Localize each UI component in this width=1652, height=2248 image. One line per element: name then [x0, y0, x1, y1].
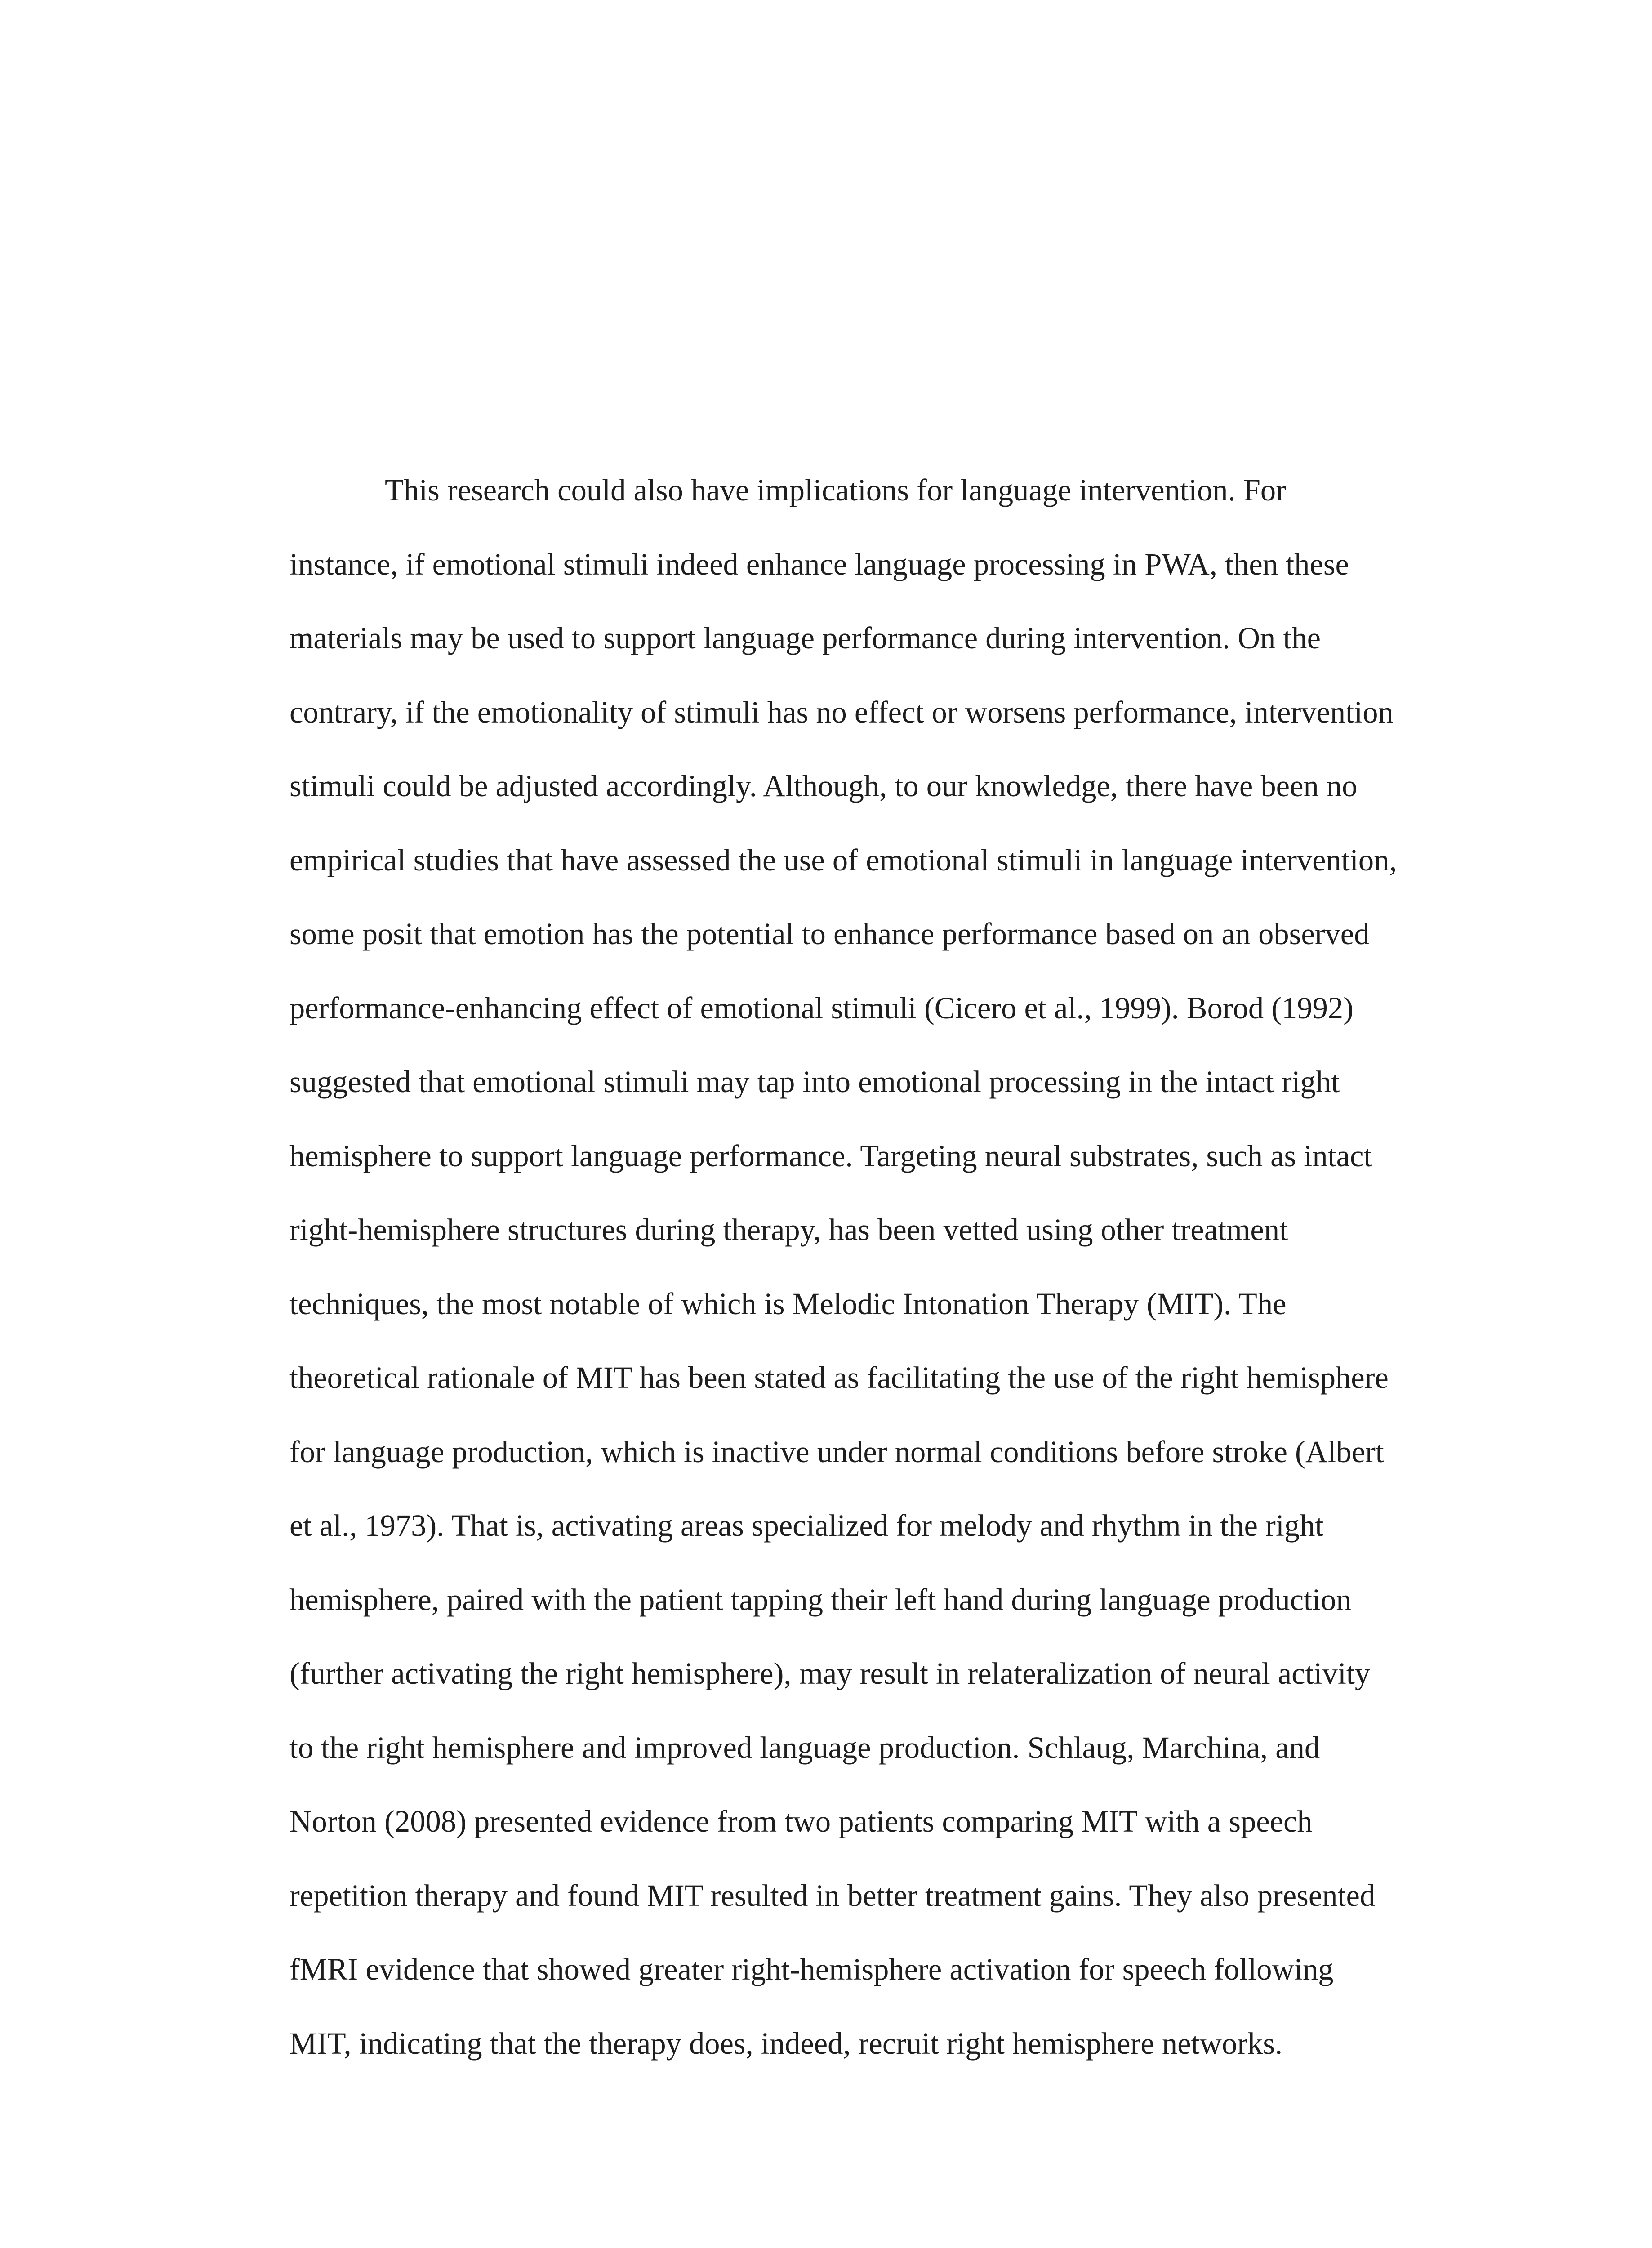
paragraph-line: This research could also have implications for language intervention. For	[385, 473, 1286, 507]
paragraph-line: stimuli could be adjusted accordingly. Although, to our knowledge, there have been no	[289, 769, 1358, 803]
paragraph-line: suggested that emotional stimuli may tap into emotional processing in the intact right	[289, 1065, 1340, 1099]
paragraph-line: techniques, the most notable of which is Melodic Intonation Therapy (MIT). The	[289, 1286, 1287, 1321]
paragraph-line: hemisphere, paired with the patient tapping their left hand during language production	[289, 1582, 1352, 1617]
paragraph-line: (further activating the right hemisphere), may result in relateralization of neural activity	[289, 1656, 1371, 1690]
paragraph-line: MIT, indicating that the therapy does, indeed, recruit right hemisphere networks.	[289, 2026, 1283, 2061]
paragraph-line: theoretical rationale of MIT has been stated as facilitating the use of the right hemisphere	[289, 1360, 1389, 1395]
paragraph-line: some posit that emotion has the potential to enhance performance based on an observed	[289, 917, 1370, 951]
paragraph-line: for language production, which is inactive under normal conditions before stroke (Albert	[289, 1434, 1384, 1469]
paragraph-line: empirical studies that have assessed the use of emotional stimuli in language intervention,	[289, 843, 1397, 877]
paragraph-line: hemisphere to support language performance. Targeting neural substrates, such as intact	[289, 1138, 1372, 1173]
body-paragraph	[289, 453, 1440, 2080]
paragraph-line: materials may be used to support language performance during intervention. On the	[289, 621, 1321, 655]
paragraph-line: fMRI evidence that showed greater right-hemisphere activation for speech following	[289, 1952, 1334, 1986]
paragraph-line: to the right hemisphere and improved language production. Schlaug, Marchina, and	[289, 1730, 1320, 1765]
paragraph-line: Norton (2008) presented evidence from two patients comparing MIT with a speech	[289, 1804, 1313, 1838]
paragraph-line: right-hemisphere structures during therapy, has been vetted using other treatment	[289, 1213, 1288, 1247]
paragraph-line: performance-enhancing effect of emotional stimuli (Cicero et al., 1999). Borod (1992)	[289, 990, 1354, 1025]
paragraph-line: et al., 1973). That is, activating areas specialized for melody and rhythm in the right	[289, 1508, 1324, 1543]
paragraph-line: instance, if emotional stimuli indeed enhance language processing in PWA, then these	[289, 547, 1349, 581]
paragraph-line: contrary, if the emotionality of stimuli has no effect or worsens performance, intervention	[289, 695, 1394, 729]
paragraph-line: repetition therapy and found MIT resulted in better treatment gains. They also presented	[289, 1878, 1376, 1913]
